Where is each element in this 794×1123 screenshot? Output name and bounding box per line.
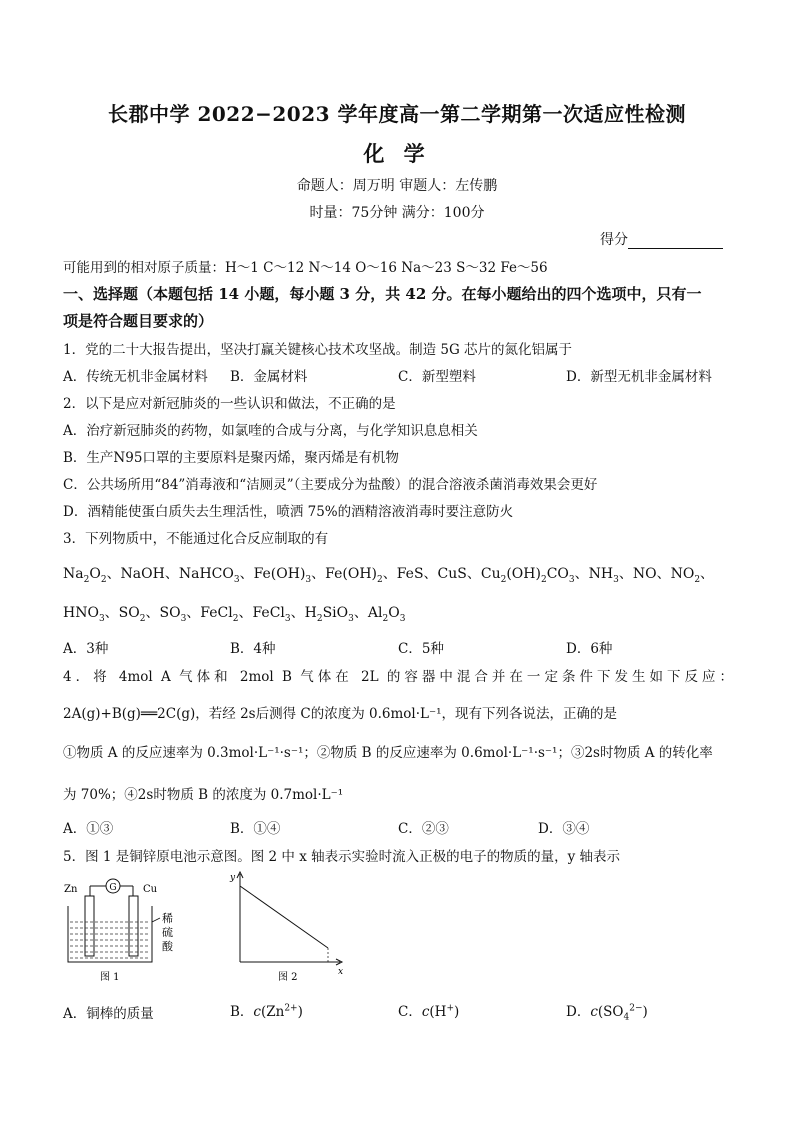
q5-option-c[interactable]: C．c(H+) xyxy=(398,1003,460,1020)
q5-option-a[interactable]: A．铜棒的质量 xyxy=(63,1006,154,1022)
figure1-galvanic-cell xyxy=(60,870,190,988)
q2-option-d[interactable]: D．酒精能使蛋白质失去生理活性，喷洒 75%的酒精溶液消毒时要注意防火 xyxy=(63,504,514,520)
q4-stem-line2 xyxy=(63,702,617,722)
q3-stem: 3．下列物质中，不能通过化合反应制取的有 xyxy=(63,531,329,547)
q4-stem-line3: ①物质 A 的反应速率为 0.3mol·L⁻¹·s⁻¹；②物质 B 的反应速率为 0.6mol·L⁻¹·s⁻¹；③2s时物质 A 的转化率 xyxy=(63,745,713,761)
y-axis-label: y xyxy=(230,873,236,883)
q5-stem: 5．图 1 是铜锌原电池示意图。图 2 中 x 轴表示实验时流入正极的电子的物质的量，y 轴表示 xyxy=(63,849,621,865)
acid-label-3: 酸 xyxy=(162,940,173,953)
q2-option-a[interactable]: A．治疗新冠肺炎的药物，如氯喹的合成与分离，与化学知识息息相关 xyxy=(63,423,478,439)
q4-option-d[interactable]: D．③④ xyxy=(538,821,590,837)
cu-electrode xyxy=(129,896,138,956)
q3-substances-line2: $HNO_3$、$SO_2$、$SO_3$、FeCl$_2$、FeCl$_3$、$H_2SiO_3$、$Al_2O_3$ xyxy=(63,605,406,624)
x-axis-label: x xyxy=(338,967,344,977)
q1-option-c[interactable]: C．新型塑料 xyxy=(398,369,476,385)
q2-option-b[interactable]: B．生产N95口罩的主要原料是聚丙烯，聚丙烯是有机物 xyxy=(63,450,399,466)
q2-stem: 2．以下是应对新冠肺炎的一些认识和做法，不正确的是 xyxy=(63,396,396,412)
q4-option-a[interactable]: A．①③ xyxy=(63,821,114,837)
q4-stem-line4: 为 70%；④2s时物质 B 的浓度为 0.7mol·L⁻¹ xyxy=(63,787,344,803)
zn-label: Zn xyxy=(64,884,78,895)
q4-equation: 2A(g)+B(g)══2C(g) xyxy=(63,706,196,722)
score-field xyxy=(600,229,723,249)
figure2-caption: 图 2 xyxy=(278,972,298,983)
q4-stem-tail: ，若经 2s后测得 C的浓度为 0.6mol·L⁻¹，现有下列各说法，正确的是 xyxy=(195,706,618,722)
q1-stem: 1．党的二十大报告提出，坚决打赢关键核心技术攻坚战。制造 5G 芯片的氮化铝属于 xyxy=(63,342,573,358)
atomic-masses: 可能用到的相对原子质量：H～1 C～12 N～14 O～16 Na～23 S～32 Fe～56 xyxy=(63,260,548,276)
figure2-graph xyxy=(228,870,348,988)
time-score-line: 时量：75分钟 满分：100分 xyxy=(309,205,485,221)
q5-option-d[interactable]: D．$c(SO_4^{2-})$ xyxy=(566,1003,648,1023)
score-blank[interactable] xyxy=(628,234,723,249)
q1-option-a[interactable]: A．传统无机非金属材料 xyxy=(63,369,208,385)
q1-option-d[interactable]: D．新型无机非金属材料 xyxy=(566,369,712,385)
q3-option-d[interactable]: D．6种 xyxy=(566,641,613,657)
q4-option-b[interactable]: B．①④ xyxy=(230,821,281,837)
cu-label: Cu xyxy=(143,884,158,895)
galvanometer-label: G xyxy=(109,883,117,893)
q3-option-c[interactable]: C．5种 xyxy=(398,641,444,657)
q3-option-a[interactable]: A．3种 xyxy=(63,641,109,657)
q3-option-b[interactable]: B．4种 xyxy=(230,641,276,657)
q4-stem-line1: 4．将 4mol A 气体和 2mol B 气体在 2L 的容器中混合并在一定条件下发生如下反应： xyxy=(63,669,733,685)
section-heading-line1: 一、选择题（本题包括 14 小题，每小题 3 分，共 42 分。在每小题给出的四个选项中，只有一 xyxy=(63,285,702,303)
acid-label-1: 稀 xyxy=(162,912,173,925)
q3-substances-line1: $Na_2O_2$、NaOH、NaHCO$_3$、$Fe(OH)_3$、$Fe(OH)_2$、FeS、CuS、$Cu_2(OH)_2CO_3$、$NH_3$、NO、$NO_2$、 xyxy=(63,566,715,585)
q4-option-c[interactable]: C．②③ xyxy=(398,821,449,837)
acid-label-2: 硫 xyxy=(162,926,173,939)
q1-option-b[interactable]: B．金属材料 xyxy=(230,369,308,385)
subject-title: 化 学 xyxy=(363,141,431,166)
exam-title: 长郡中学 2022−2023 学年度高一第二学期第一次适应性检测 xyxy=(107,102,686,126)
score-label: 得分 xyxy=(600,232,628,248)
section-heading-line2: 项是符合题目要求的） xyxy=(63,312,214,330)
figure1-caption: 图 1 xyxy=(100,972,120,983)
authors-line: 命题人：周万明 审题人：左传鹏 xyxy=(296,178,498,194)
graph-line xyxy=(240,886,328,948)
q2-option-c[interactable]: C．公共场所用“84”消毒液和“洁厕灵”（主要成分为盐酸）的混合溶液杀菌消毒效果会更好 xyxy=(63,477,598,493)
q5-option-b[interactable]: B．$c(Zn^{2+})$ xyxy=(230,1003,303,1020)
zn-electrode xyxy=(85,896,94,956)
